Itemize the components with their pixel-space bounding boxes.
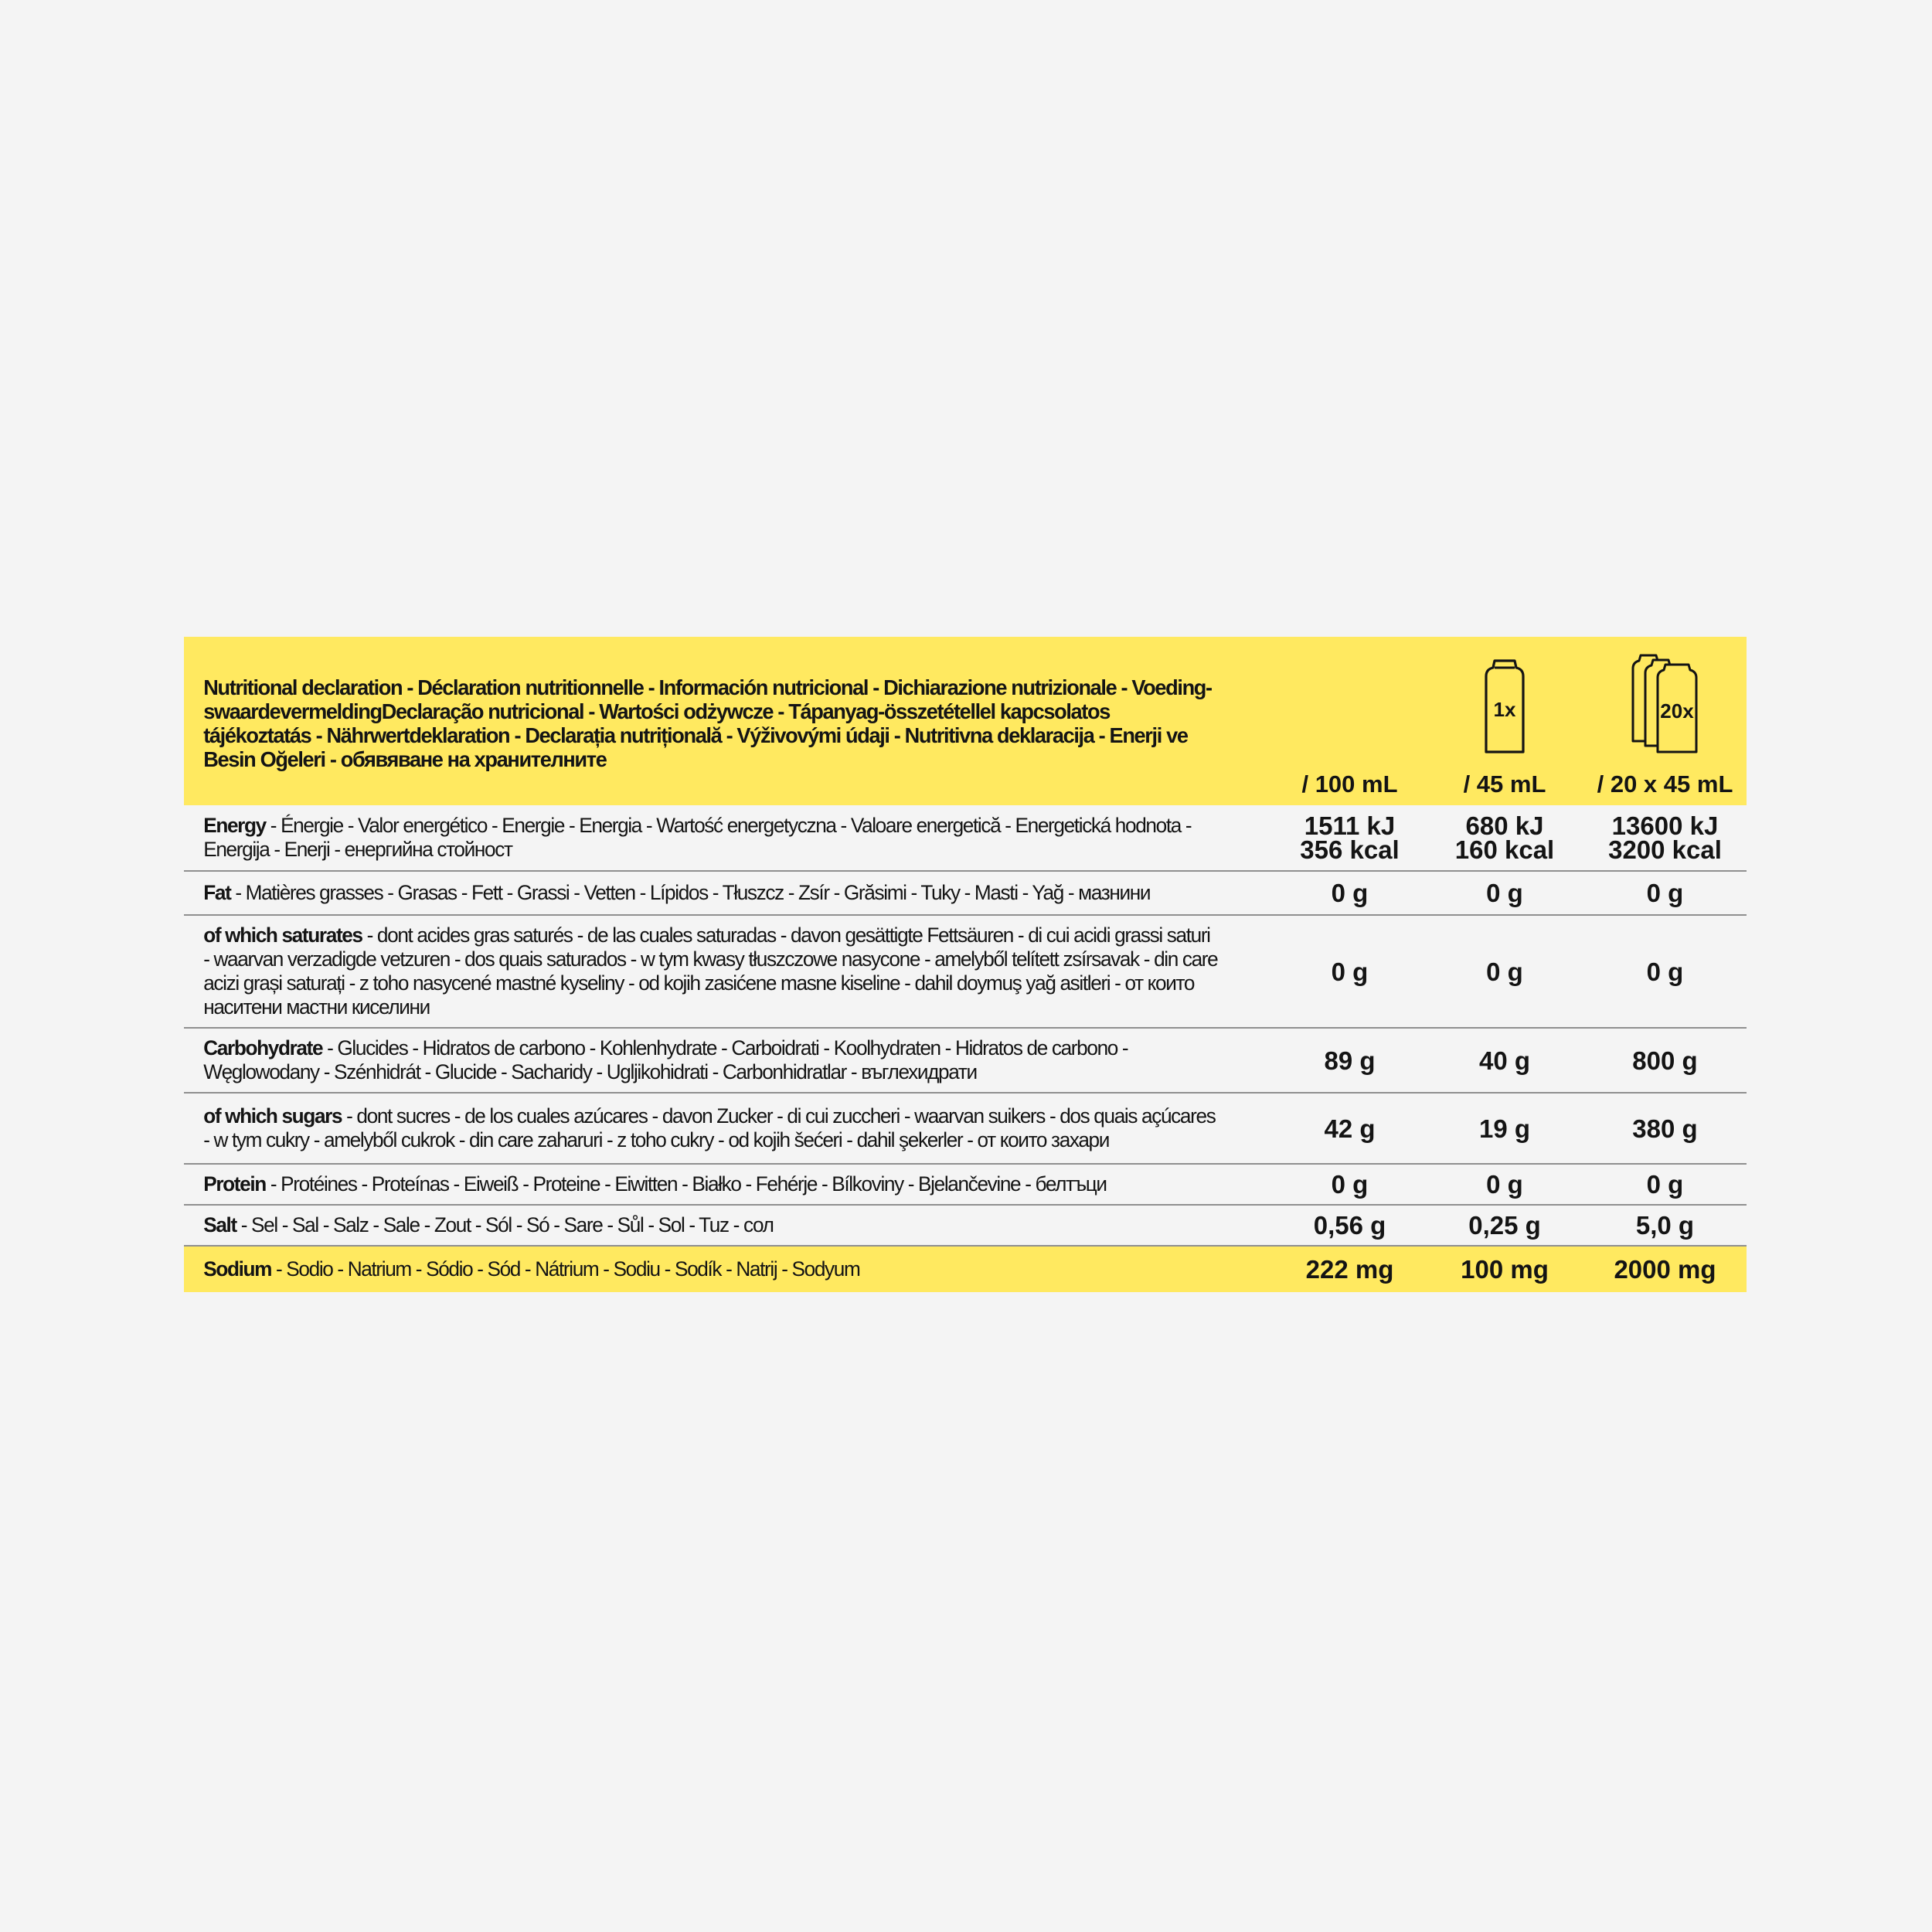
value-per-100ml: 42 g — [1324, 1114, 1376, 1143]
nutrient-name: Protein — [203, 1172, 266, 1196]
row-label — [184, 881, 1233, 905]
table-row-energy — [184, 805, 1747, 872]
nutrient-translations: - Glucides - Hidratos de carbono - Kohlenhydrate - Carboidrati - Koolhydraten - Hidratos de carbono - Węglowodany - Szénhidrát - Glucide - Sacharidy - Ugljikohidrati - Carbonhidratlar - въглехидрати — [203, 1036, 1128, 1083]
table-row-saturates — [184, 916, 1747, 1029]
gel-pack-stack-icon — [1628, 653, 1702, 755]
row-label — [184, 814, 1233, 862]
nutrient-name: Carbohydrate — [203, 1036, 323, 1060]
nutrient-name: Sodium — [203, 1257, 272, 1281]
column-per-serving — [1426, 637, 1583, 805]
nutrient-translations: - dont sucres - de los cuales azúcares - davon Zucker - di cui zuccheri - waarvan suikers - dos quais açúcares - w tym cukry - amelyből cukrok - din care zaharuri - z toho cukry - od kojih šećeri - dahil şekerler - от които захари — [203, 1104, 1216, 1151]
row-label — [184, 1213, 1233, 1237]
value-per-serving: 0,25 g — [1468, 1211, 1541, 1240]
value-per-100ml: 222 mg — [1305, 1255, 1394, 1284]
table-header — [184, 637, 1747, 805]
table-row-sodium — [184, 1247, 1747, 1292]
nutrient-name: Fat — [203, 881, 231, 904]
column-per-box — [1583, 637, 1747, 805]
value-per-100ml: 0 g — [1331, 879, 1369, 907]
nutrient-translations: - dont acides gras saturés - de las cuales saturadas - davon gesättigte Fettsäuren - di cui acidi grassi saturi - waarvan verzadigde vetzuren - dos quais saturados - w tym kwasy tłuszczowe nasycone - amelyből telített zsírsavak - din care acizi grași saturați - z toho nasycené mastné kyseliny - od kojih zasićene masne kiseline - dahil doymuş yağ asitleri - от които наситени мастни киселини — [203, 923, 1218, 1019]
row-label — [184, 1104, 1233, 1152]
value-per-box: 380 g — [1632, 1114, 1698, 1143]
stack-pack-label: 20x — [1659, 699, 1694, 723]
column-unit-100ml: / 100 mL — [1301, 770, 1398, 798]
nutrient-translations: - Protéines - Proteínas - Eiweiß - Proteine - Eiwitten - Białko - Fehérje - Bílkoviny - Bjelančevine - белтъци — [265, 1172, 1107, 1196]
value-per-100ml: 0 g — [1331, 957, 1369, 986]
value-per-box: 0 g — [1646, 957, 1684, 986]
value-per-100ml: 89 g — [1324, 1046, 1376, 1075]
table-row-sugars — [184, 1094, 1747, 1165]
table-row-protein — [184, 1165, 1747, 1206]
nutrition-table — [184, 637, 1747, 1292]
nutrient-translations: - Matières grasses - Grasas - Fett - Grassi - Vetten - Lípidos - Tłuszcz - Zsír - Grăsimi - Tuky - Masti - Yağ - мазнини — [230, 881, 1151, 904]
nutrient-translations: - Sel - Sal - Salz - Sale - Zout - Sól - Só - Sare - Sůl - Sol - Tuz - сол — [236, 1213, 774, 1236]
value-per-100ml: 0 g — [1331, 1170, 1369, 1199]
value-per-box: 800 g — [1632, 1046, 1698, 1075]
value-per-box: 5,0 g — [1635, 1211, 1695, 1240]
nutrient-name: of which sugars — [203, 1104, 342, 1128]
column-unit-box: / 20 x 45 mL — [1597, 770, 1733, 798]
nutrient-translations: - Sodio - Natrium - Sódio - Sód - Nátrium - Sodiu - Sodík - Natrij - Sodyum — [271, 1257, 860, 1281]
column-unit-45ml: / 45 mL — [1463, 770, 1546, 798]
row-label — [184, 1257, 1233, 1281]
nutrient-name: Energy — [203, 814, 266, 837]
table-row-carbohydrate — [184, 1029, 1747, 1094]
single-pack-label: 1x — [1493, 698, 1516, 721]
nutrient-name: of which saturates — [203, 923, 362, 947]
value-per-serving: 0 g — [1486, 1170, 1523, 1199]
value-per-100ml: 1511 kJ 356 kcal — [1300, 811, 1400, 864]
value-per-box: 0 g — [1646, 1170, 1684, 1199]
nutrient-name: Salt — [203, 1213, 236, 1236]
column-per-100ml — [1266, 637, 1426, 805]
value-per-serving: 0 g — [1486, 957, 1523, 986]
declaration-title: Nutritional declaration - Déclaration nutritionnelle - Información nutricional - Dichiarazione nutrizionale - Voeding-swaardevermeldingDeclaração nutricional - Wartości odżywcze - Tápanyag-összetétellel kapcsolatos tájékoztatás - Nährwertdeklaration - Declarația nutrițională - Výživovými údaji - Nutritivna deklaracija - Enerji ve Besin Oğeleri - обявяване на хранителните — [203, 675, 1212, 771]
value-per-box: 0 g — [1646, 879, 1684, 907]
nutrient-translations: - Énergie - Valor energético - Energie - Energia - Wartość energetyczna - Valoare energetică - Energetická hodnota - Energija - Enerji - енергийна стойност — [203, 814, 1192, 861]
value-per-serving: 40 g — [1478, 1046, 1531, 1075]
value-per-serving: 680 kJ 160 kcal — [1454, 811, 1555, 864]
row-label — [184, 923, 1233, 1019]
value-per-box: 2000 mg — [1614, 1255, 1716, 1284]
table-row-salt — [184, 1206, 1747, 1247]
single-gel-pack-icon — [1481, 658, 1528, 755]
value-per-box: 13600 kJ 3200 kcal — [1608, 811, 1722, 864]
value-per-serving: 0 g — [1486, 879, 1523, 907]
row-label — [184, 1036, 1233, 1084]
row-label — [184, 1172, 1233, 1196]
value-per-100ml: 0,56 g — [1313, 1211, 1386, 1240]
value-per-serving: 19 g — [1478, 1114, 1531, 1143]
table-row-fat — [184, 872, 1747, 916]
value-per-serving: 100 mg — [1461, 1255, 1549, 1284]
